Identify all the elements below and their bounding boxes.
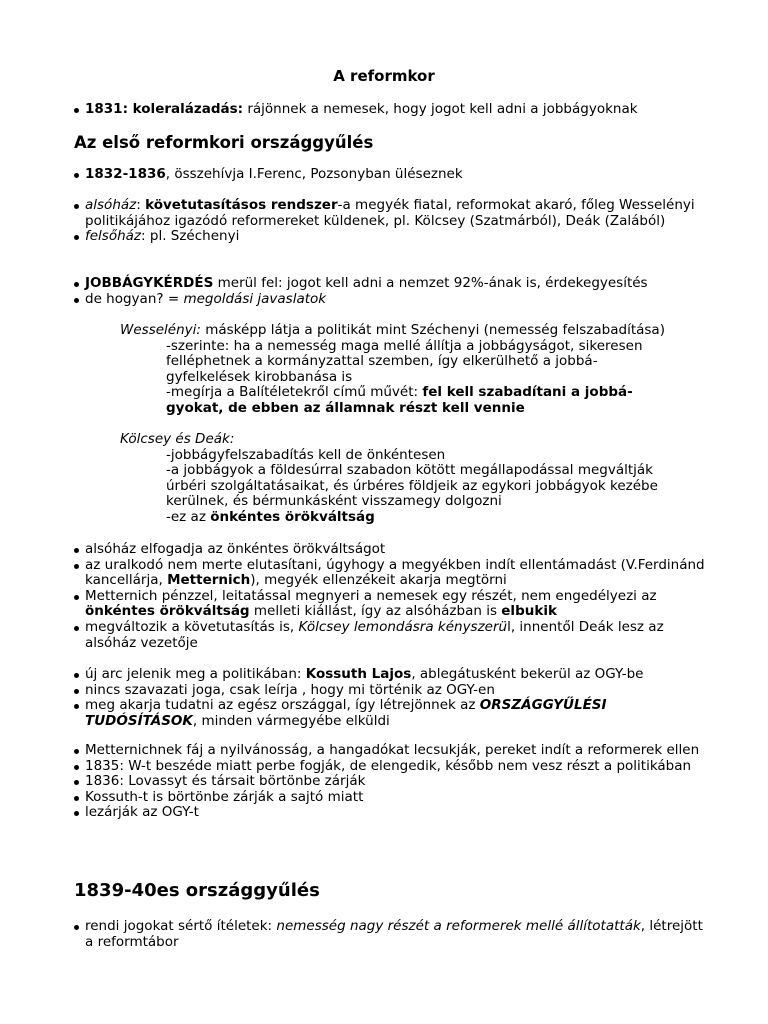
list-1831: [74, 102, 710, 118]
list-item: új arc jelenik meg a politikában: Kossuth Lajos, ablegátusként bekerül az OGY-be: [74, 667, 710, 683]
list-item: lezárják az OGY-t: [74, 805, 710, 821]
list-item: meg akarja tudatni az egész országgal, így létrejönnek az ORSZÁGGYŰLÉSI TUDÓSÍTÁSOK, minden vármegyébe elküldi: [74, 698, 710, 729]
list-item: rendi jogokat sértő ítéletek: nemesség nagy részét a reformerek mellé állítotatták, létrejött a reformtábor: [74, 919, 710, 950]
list-item: Metternich pénzzel, leitatással megnyeri a nemesek egy részét, nem engedélyezi az önkéntes örökváltság melleti kiállást, így az alsóházban is elbukik: [74, 589, 710, 620]
list-item: 1835: W-t beszéde miatt perbe fogják, de elengedik, később nem vesz részt a politikában: [74, 759, 710, 775]
list-item: alsóház elfogadja az önkéntes örökváltságot: [74, 542, 710, 558]
list-item: megváltozik a követutasítás is, Kölcsey lemondásra kényszerül, innentől Deák lesz az alsóház vezetője: [74, 620, 710, 651]
list-houses: [74, 198, 710, 245]
list-serf-question: [74, 276, 710, 307]
list-1839: [74, 919, 710, 950]
list-item: 1836: Lovassyt és társait börtönbe zárják: [74, 774, 710, 790]
list-item: alsóház: követutasításos rendszer-a megyék fiatal, reformokat akaró, főleg Wesselényi politikájához igazódó reformereket küldenek, pl. Kölcsey (Szatmárból), Deák (Zalából): [74, 198, 710, 229]
wesselenyi-block: [120, 323, 720, 417]
list-item: felsőház: pl. Széchenyi: [74, 229, 710, 245]
kolcsey-deak-details: -jobbágyfelszabadítás kell de önkéntesen -a jobbágyok a földesúrral szabadon kötött megállapodással megváltják úrbéri szolgáltatásaikat, és úrbéres földjeik az egykori jobbágyok kezébe kerülnek, és bérmunkásként visszamegy dolgozni -ez az önkéntes örökváltság: [166, 446, 658, 525]
list-item: az uralkodó nem merte elutasítani, úgyhogy a megyékben indít ellentámadást (V.Ferdinánd kancellárja, Metternich), megyék ellenzékeit akarja megtörni: [74, 558, 710, 589]
list-item: nincs szavazati joga, csak leírja , hogy mi történik az OGY-en: [74, 683, 710, 699]
list-item: 1831: koleralázadás: rájönnek a nemesek, hogy jogot kell adni a jobbágyoknak: [74, 102, 710, 118]
list-lower-house: [74, 542, 710, 651]
list-1832: [74, 167, 710, 183]
list-item: 1832-1836, összehívja I.Ferenc, Pozsonyban üléseznek: [74, 167, 710, 183]
list-metternich: [74, 743, 710, 821]
list-item: Metternichnek fáj a nyilvánosság, a hangadókat lecsukják, pereket indít a reformerek ellen: [74, 743, 710, 759]
wesselenyi-intro: Wesselényi: másképp látja a politikát mint Széchenyi (nemesség felszabadítása): [120, 322, 665, 338]
list-kossuth: [74, 667, 710, 729]
list-item: JOBBÁGYKÉRDÉS merül fel: jogot kell adni a nemzet 92%-ának is, érdekegyesítés: [74, 276, 710, 292]
list-item: Kossuth-t is börtönbe zárják a sajtó miatt: [74, 790, 710, 806]
list-item: de hogyan? = megoldási javaslatok: [74, 292, 710, 308]
section-heading: Az első reformkori országgyűlés: [74, 133, 374, 152]
kolcsey-deak-block: Kölcsey és Deák: -jobbágyfelszabadítás kell de önkéntesen -a jobbágyok a földesúrral szabadon kötött megállapodással megváltják úrbéri szolgáltatásaikat, és úrbéres földjeik az egykori jobbágyok kezébe kerülnek, és bérmunkásként visszamegy dolgozni -ez az önkéntes örökváltság: [120, 432, 720, 526]
page-title: A reformkor: [333, 67, 435, 85]
wesselenyi-details: -szerinte: ha a nemesség maga mellé állítja a jobbágyságot, sikeresen felléphetnek a kormányzattal szemben, így elkerülhető a jobbá- gyfelkelések kirobbanása is -megírja a Balítéletekről című művét: fel kell szabadítani a jobbá- gyokat, de ebben az államnak részt kell vennie: [166, 337, 643, 416]
section-heading: 1839-40es országgyűlés: [74, 880, 320, 901]
